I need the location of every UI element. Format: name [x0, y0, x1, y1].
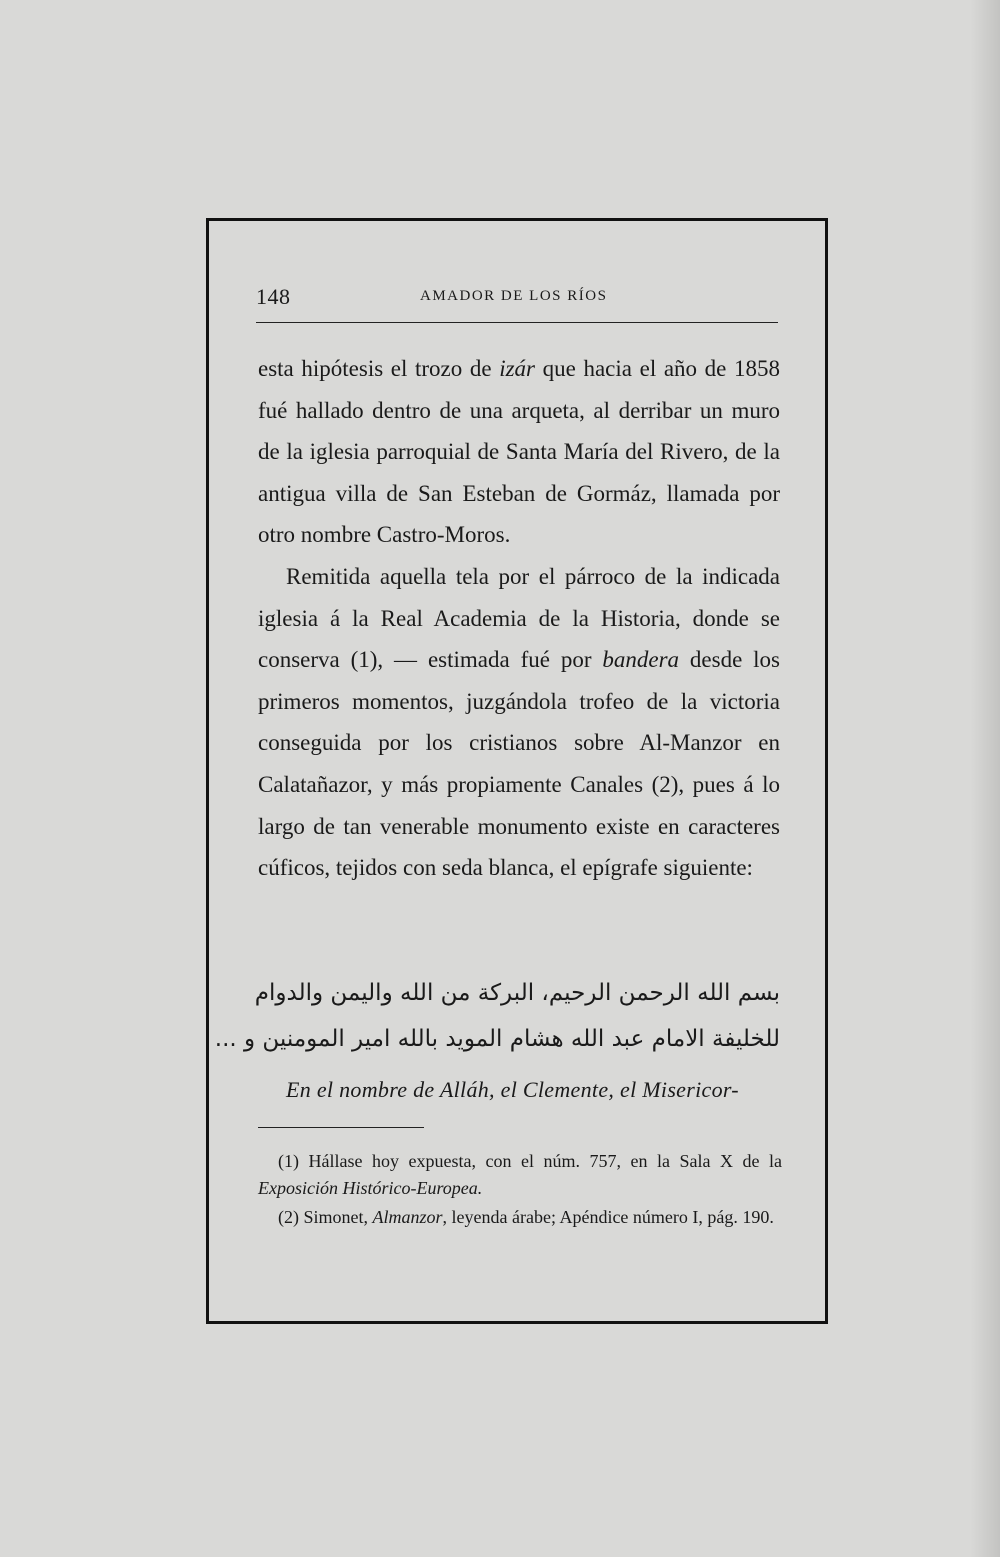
- footnote-1: [258, 1148, 782, 1202]
- page-number: 148: [256, 284, 291, 309]
- paragraph-1-text-b: que hacia el año de 1858 fué hallado dentro de una arqueta, al derribar un muro de la iglesia parroquial de Santa María del Rivero, de la antigua villa de San Esteban de Gormáz, llamada por otro nombre Castro-Moros.: [258, 356, 780, 548]
- footnote-2-text-b: , leyenda árabe; Apéndice número I, pág. 190.: [442, 1207, 774, 1227]
- paragraph-2: [258, 556, 780, 889]
- footnote-2: [258, 1204, 782, 1231]
- page-edge-shadow: [970, 0, 1000, 1557]
- footnote-2-title: Almanzor: [372, 1207, 443, 1227]
- paragraph-2-text-a: Remitida aquella tela por el párroco de la indicada iglesia á la Real Academia de la Historia, donde se conserva (1), — estimada fué por: [258, 563, 780, 673]
- footnote-rule: [258, 1127, 424, 1128]
- header-rule: [256, 322, 778, 323]
- footnote-1-text: (1) Hállase hoy expuesta, con el núm. 757, en la Sala X de la: [278, 1151, 782, 1171]
- footnote-1-title: Exposición Histórico-Europea.: [258, 1178, 483, 1198]
- paragraph-1-text-a: esta hipótesis el trozo de: [258, 356, 500, 381]
- paragraph-2-text-b: desde los primeros momentos, juzgándola trofeo de la victoria conseguida por los cristianos sobre Al-Manzor en Calatañazor, y más propiamente Canales (2), pues á lo largo de tan venerable monumento existe en caracteres cúficos, tejidos con seda blanca, el epígrafe siguiente:: [258, 647, 780, 881]
- arabic-inscription-line-2: للخليفة الامام عبد الله هشام المويد بالله امير المومنين و ...: [214, 1026, 780, 1052]
- running-head: [256, 284, 778, 314]
- main-text: [258, 348, 780, 889]
- running-title: AMADOR DE LOS RÍOS: [420, 288, 608, 304]
- inscription-translation: En el nombre de Alláh, el Clemente, el Misericor-: [286, 1077, 739, 1102]
- term-bandera: bandera: [602, 647, 680, 673]
- paragraph-1: [258, 348, 780, 556]
- footnote-2-text-a: (2) Simonet,: [278, 1207, 373, 1227]
- term-izar: izár: [499, 356, 536, 381]
- arabic-inscription-line-1: بسم الله الرحمن الرحيم، البركة من الله واليمن والدوام: [254, 980, 780, 1006]
